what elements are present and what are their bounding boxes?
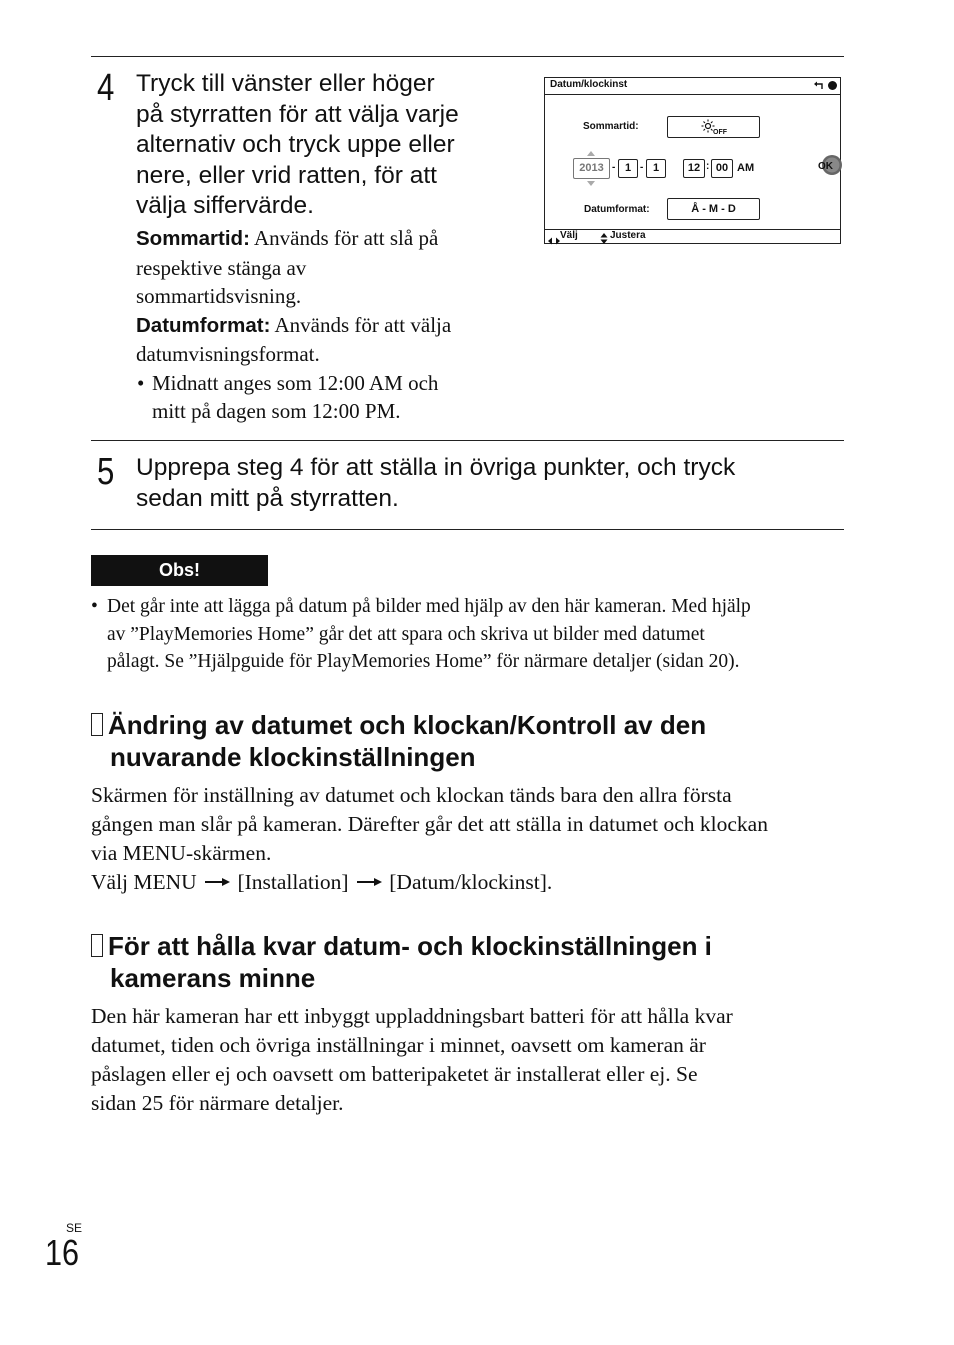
step-4-line: Tryck till vänster eller höger [136, 70, 435, 97]
year-field[interactable]: 2013 [573, 158, 610, 179]
step-5-line: sedan mitt på styrratten. [136, 484, 399, 512]
sun-off-icon [701, 119, 725, 138]
dot-icon [828, 81, 837, 90]
section-2-body [91, 1002, 851, 1118]
sommartid-term: Sommartid: [136, 227, 250, 250]
left-right-arrows-icon [548, 232, 560, 250]
datumformat-term: Datumformat: [136, 313, 271, 337]
step-5-line: Upprepa steg 4 för att ställa in övriga punkter, och tryck [136, 454, 736, 481]
up-down-arrows-icon [600, 231, 608, 249]
step-5-number: 5 [97, 451, 115, 493]
body-line: via MENU-skärmen. [91, 841, 272, 865]
body-line: datumet, tiden och övriga inställningar i minnet, oavsett om kameran är [91, 1033, 706, 1057]
screen-title-bar [545, 78, 840, 95]
step-4-number: 4 [97, 67, 115, 109]
step-4-line: alternativ och tryck uppe eller [136, 131, 455, 158]
sommartid-desc: respektive stänga av [136, 255, 307, 280]
minute-field[interactable]: 00 [711, 159, 733, 178]
step-4-instruction [136, 69, 459, 222]
footer-adjust: Justera [610, 230, 646, 241]
date-clock-screen [544, 77, 841, 244]
bullet: • [91, 596, 98, 617]
bullet: • [137, 370, 145, 395]
datumformat-value[interactable]: Å - M - D [667, 198, 760, 220]
step-4-details [136, 224, 516, 426]
midnight-note: Midnatt anges som 12:00 AM och [152, 370, 439, 395]
step-4-line: på styrratten för att välja varje [136, 100, 459, 128]
body-line: Skärmen för inställning av datumet och klockan tänds bara den allra första [91, 783, 732, 807]
heading-line: Ändring av datumet och klockan/Kontroll av den [108, 710, 707, 740]
screen-title: Datum/klockinst [550, 79, 628, 90]
body-line: sidan 25 för närmare detaljer. [91, 1091, 344, 1115]
sommartid-desc: Används för att slå på [254, 226, 439, 250]
arrow-right-icon [202, 870, 232, 894]
note-line: av ”PlayMemories Home” går det att spara och skriva ut bilder med datumet [107, 623, 705, 645]
body-line: gången man slår på kameran. Därefter går det att ställa in datumet och klockan [91, 812, 768, 836]
step-4-line: välja siffervärde. [136, 192, 314, 219]
time-separator: : [706, 161, 710, 172]
hour-field[interactable]: 12 [683, 159, 705, 178]
day-field[interactable]: 1 [646, 159, 666, 178]
date-separator: - [612, 162, 616, 173]
datumformat-desc: Används för att välja [274, 312, 452, 337]
section-1-body [91, 781, 851, 897]
heading-line: För att hålla kvar datum- och klockinställningen i [108, 931, 712, 961]
sommartid-label: Sommartid: [583, 121, 639, 132]
step-4-line: nere, eller vrid ratten, för att [136, 161, 437, 189]
heading-line: kamerans minne [110, 963, 316, 993]
heading-marker-icon [91, 934, 103, 957]
language-code: SE [66, 1221, 83, 1235]
ok-label: OK [818, 161, 833, 172]
heading-marker-icon [91, 713, 103, 736]
note-text [91, 593, 851, 676]
arrow-right-icon [354, 870, 384, 894]
month-field[interactable]: 1 [618, 159, 638, 178]
section-heading-keep-settings [91, 930, 712, 994]
datumformat-label: Datumformat: [584, 204, 650, 215]
step-divider [91, 440, 844, 441]
screen-footer [545, 229, 840, 243]
year-down-arrow-icon [587, 181, 595, 186]
ampm-field[interactable]: AM [737, 162, 755, 174]
sommartid-desc: sommartidsvisning. [136, 284, 302, 308]
step-5-instruction [136, 453, 735, 514]
top-rule [91, 56, 844, 57]
datumformat-desc: datumvisningsformat. [136, 342, 320, 366]
year-up-arrow-icon [587, 151, 595, 156]
note-label: Obs! [91, 555, 268, 586]
note-line: Det går inte att lägga på datum på bilder med hjälp av den här kameran. Med hjälp [107, 596, 751, 617]
date-separator: - [640, 162, 644, 173]
section-heading-date-change [91, 709, 706, 773]
back-icon [813, 79, 825, 97]
body-line: påslagen eller ej och oavsett om batteripaketet är installerat eller ej. Se [91, 1062, 698, 1086]
page-number: 16 [45, 1232, 80, 1273]
footer-select: Välj [560, 230, 578, 241]
steps-bottom-rule [91, 529, 844, 530]
note-line: pålagt. Se ”Hjälpguide för PlayMemories Home” för närmare detaljer (sidan 20). [107, 651, 740, 672]
body-line: Den här kameran har ett inbyggt uppladdningsbart batteri för att hålla kvar [91, 1004, 733, 1028]
sommartid-value[interactable] [667, 116, 760, 138]
ok-button-icon[interactable] [818, 153, 842, 177]
svg-text:OFF: OFF [713, 129, 727, 136]
noon-note: mitt på dagen som 12:00 PM. [152, 399, 401, 423]
heading-line: nuvarande klockinställningen [110, 742, 476, 772]
menu-path: Välj MENU [Installation] [Datum/klockinst]. [91, 870, 553, 894]
